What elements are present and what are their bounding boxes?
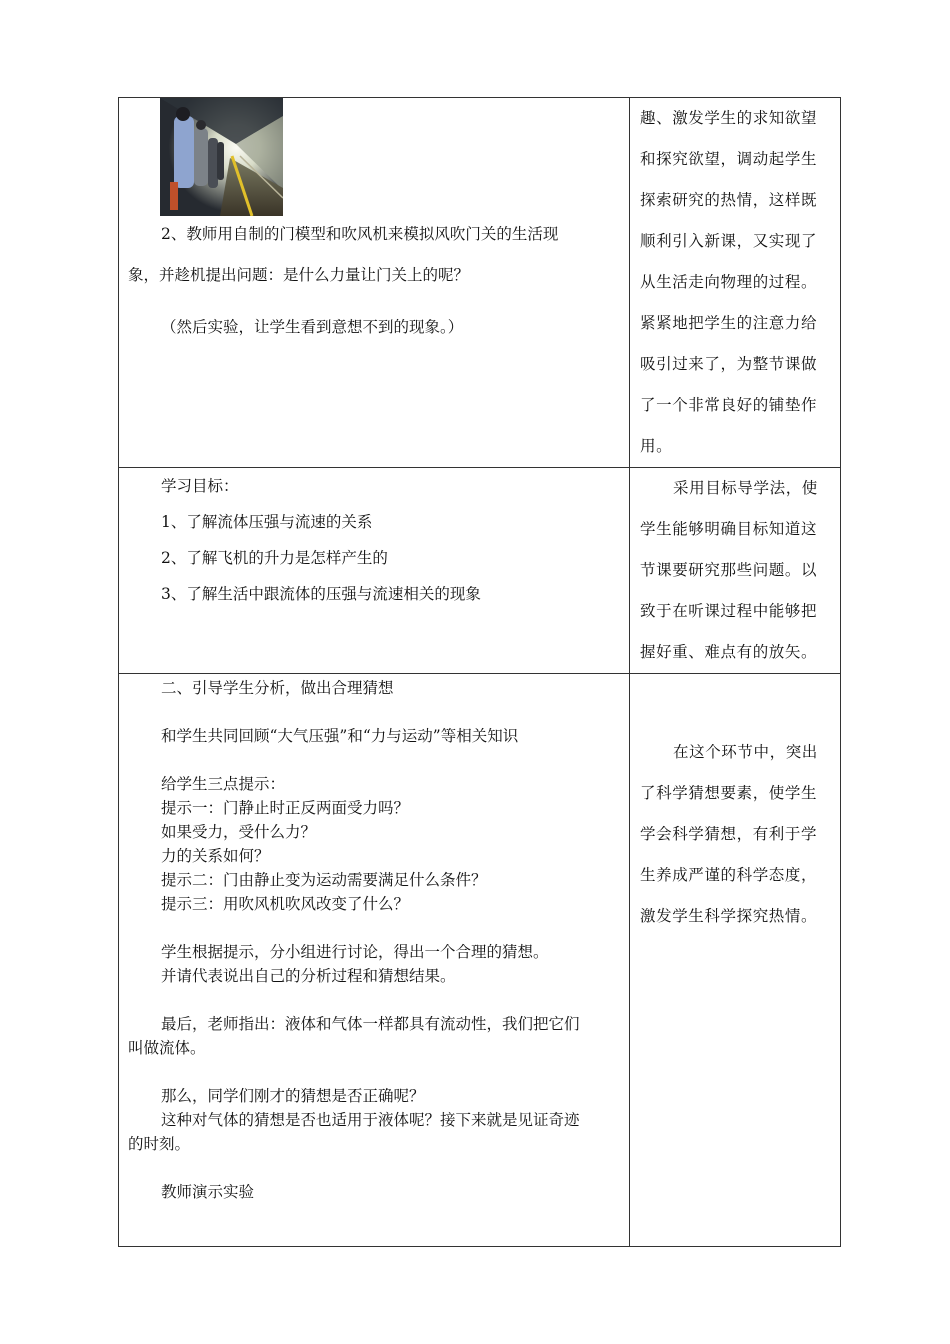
commentary-cell [630,468,841,674]
hint-one-sub-a: 如果受力，受什么力？ [161,823,317,841]
note-line: 了科学猜想要素，使学生 [640,784,818,802]
note-line: 探索研究的热情，这样既 [640,191,818,209]
hint-one-sub-b: 力的关系如何？ [161,847,270,865]
hints-intro: 给学生三点提示： [161,775,286,793]
discussion-line1: 学生根据提示，分小组进行讨论，得出一个合理的猜想。 [161,943,549,961]
hint-two: 提示二：门由静止变为运动需要满足什么条件？ [161,871,487,889]
experiment-note: （然后实验，让学生看到意想不到的现象。） [161,318,464,336]
question-one: 那么，同学们刚才的猜想是否正确呢？ [161,1087,425,1105]
discussion-line2: 并请代表说出自己的分析过程和猜想结果。 [161,967,456,985]
review-text: 和学生共同回顾“大气压强”和“力与运动”等相关知识 [161,727,519,745]
note-line: 和探究欲望，调动起学生 [640,150,818,168]
note-line: 学生能够明确目标知道这 [640,520,818,538]
objectives-cell [119,468,630,674]
note-line: 激发学生科学探究热情。 [640,907,818,925]
note-line: 吸引过来了，为整节课做 [640,355,818,373]
note-line: 紧紧地把学生的注意力给 [640,314,818,332]
table-row [119,674,841,1247]
lesson-plan-table [118,97,841,1247]
goal-item: 2、了解飞机的升力是怎样产生的 [161,549,388,567]
note-line: 从生活走向物理的过程。 [640,273,818,291]
table-row [119,468,841,674]
note-line: 致于在听课过程中能够把 [640,602,818,620]
commentary-cell [630,98,841,468]
goal-item: 3、了解生活中跟流体的压强与流速相关的现象 [161,585,481,603]
commentary-cell [630,674,841,1247]
step2-line2: 象，并趁机提出问题：是什么力量让门关上的呢？ [128,266,470,284]
note-line: 握好重、难点有的放矢。 [640,643,818,661]
guidance-cell [119,674,630,1247]
note-line: 顺利引入新课，又实现了 [640,232,818,250]
goal-item: 1、了解流体压强与流速的关系 [161,513,373,531]
question-two-line1: 这种对气体的猜想是否也适用于液体呢？接下来就是见证奇迹 [161,1111,580,1129]
table-row [119,98,841,468]
activity-cell [119,98,630,468]
question-two-line2: 的时刻。 [128,1135,191,1153]
note-line: 学会科学猜想，有利于学 [640,825,818,843]
conclusion-line2: 叫做流体。 [128,1039,206,1057]
hint-three: 提示三：用吹风机吹风改变了什么？ [161,895,410,913]
section-heading: 二、引导学生分析，做出合理猜想 [161,679,394,697]
demo-label: 教师演示实验 [161,1183,255,1201]
note-line: 采用目标导学法，使 [673,479,818,497]
note-line: 趣、激发学生的求知欲望 [640,109,818,127]
objectives-heading: 学习目标： [161,477,239,495]
conclusion-line1: 最后，老师指出：液体和气体一样都具有流动性，我们把它们 [161,1015,580,1033]
note-line: 节课要研究那些问题。以 [640,561,818,579]
step2-line1: 2、教师用自制的门模型和吹风机来模拟风吹门关的生活现 [161,225,559,243]
note-line: 了一个非常良好的铺垫作 [640,396,818,414]
note-line: 在这个环节中，突出 [673,743,818,761]
note-line: 生养成严谨的科学态度， [640,866,818,884]
subway-platform-photo [160,98,283,216]
note-line: 用。 [640,437,673,455]
hint-one: 提示一：门静止时正反两面受力吗？ [161,799,410,817]
